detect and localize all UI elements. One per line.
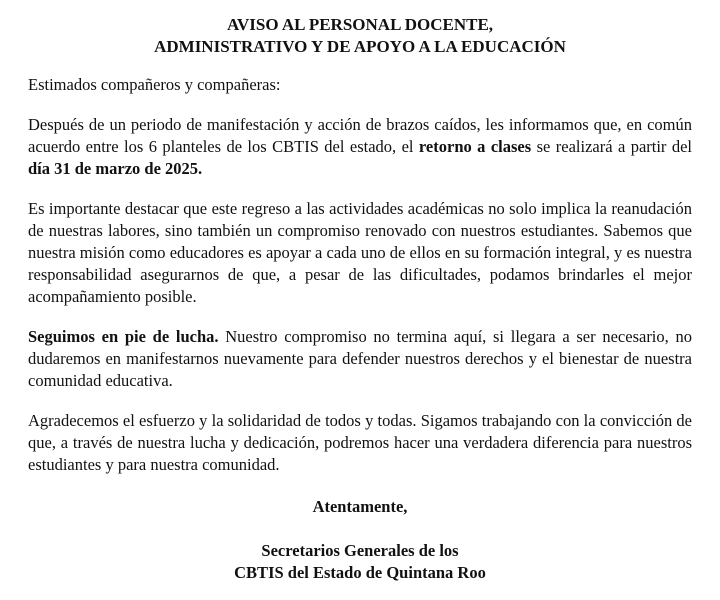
paragraph1-bold-date: día 31 de marzo de 2025. (28, 159, 203, 178)
signature-block (28, 540, 692, 584)
paragraph3-bold: Seguimos en pie de lucha. (28, 327, 219, 346)
title-line-1: AVISO AL PERSONAL DOCENTE, (226, 15, 494, 34)
closing: Atentamente, (312, 497, 408, 516)
paragraph-thanks: Agradecemos el esfuerzo y la solidaridad de todos y todas. Sigamos trabajando con la convicción de que, a través de nuestra lucha y dedicación, podremos hacer una verdadera diferencia para nuestros estudiantes y para nuestra comunidad. (28, 411, 692, 474)
signature-line-1: Secretarios Generales de los (261, 541, 459, 560)
paragraph1-text-a: Después de un periodo de manifestación y acción de brazos caídos, les informamos que, en común acuerdo entre los 6 planteles de los CBTIS del estado, el (28, 115, 692, 156)
paragraph1-text-b: se realizará a partir del (531, 137, 693, 156)
paragraph1-bold-return: retorno a clases (418, 137, 532, 156)
signature-line-2: CBTIS del Estado de Quintana Roo (234, 563, 486, 582)
greeting: Estimados compañeros y compañeras: (28, 75, 281, 94)
paragraph-struggle (28, 326, 692, 392)
paragraph3-text: Nuestro compromiso no termina aquí, si llegara a ser necesario, no dudaremos en manifestarnos nuevamente para defender nuestros derechos y el bienestar de nuestra comunidad educativa. (28, 327, 692, 390)
title-line-2: ADMINISTRATIVO Y DE APOYO A LA EDUCACIÓN (154, 37, 566, 56)
notice-title (28, 14, 692, 58)
paragraph-commitment: Es importante destacar que este regreso a las actividades académicas no solo implica la reanudación de nuestras labores, sino también un compromiso renovado con nuestros estudiantes. Sabemos que nuestra misión como educadores es apoyar a cada uno de ellos en su formación integral, y es nuestra responsabilidad asegurarnos de que, a pesar de las dificultades, podamos brindarles el mejor acompañamiento posible. (28, 199, 692, 306)
paragraph-return-to-classes (28, 114, 692, 180)
